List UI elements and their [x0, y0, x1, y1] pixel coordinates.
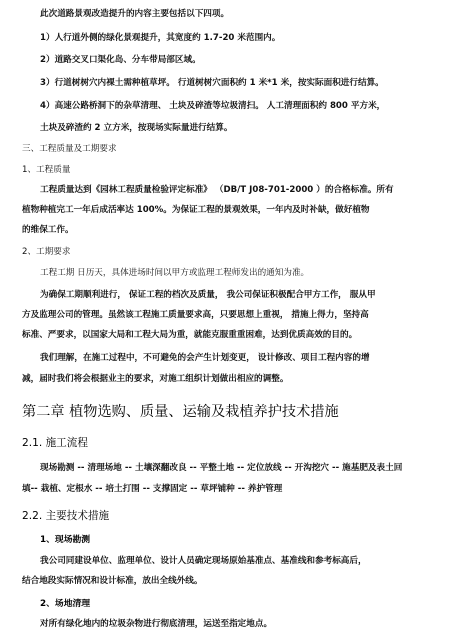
text-line: 对所有绿化地内的垃圾杂物进行彻底清理，运送至指定地点。 [40, 619, 273, 629]
subsection-heading: 1、现场勘测 [40, 535, 91, 545]
subsection-heading: 2、工期要求 [22, 247, 71, 257]
process-flow-line: 填-- 栽植、定根水 -- 培土打围 -- 支撑固定 -- 草坪铺种 -- 养护管理 [22, 484, 283, 494]
subsection-heading: 2、场地清理 [40, 599, 91, 609]
text-line: 植物种植完工一年后成活率达 100%。为保证工程的景观效果，一年内及时补缺，做好植物 [22, 205, 370, 215]
list-item: 4）高速公路桥洞下的杂草清理、 土块及碎渣等垃圾清扫。 人工清理面积约 800 平方米， [40, 101, 386, 111]
text-line: 方及监理公司的管理。虽然该工程施工质量要求高，只要思想上重视， 措施上得力，坚持高 [22, 310, 369, 320]
chapter-title: 第二章 植物选购、质量、运输及栽植养护技术措施 [22, 404, 339, 420]
text-line: 此次道路景观改造提升的内容主要包括以下四项。 [40, 9, 230, 19]
text-line: 我公司同建设单位、监理单位、设计人员确定现场原始基准点、基准线和参考标高后， [40, 556, 367, 566]
text-line: 我们理解，在施工过程中，不可避免的会产生计划变更， 设计修改、项目工程内容的增 [40, 353, 370, 363]
text-line: 标准、严要求，以国家大局和工程大局为重，就能克服重重困难，达到优质高效的目的。 [22, 330, 358, 340]
text-line: 结合地段实际情况和设计标准，放出全线外线。 [22, 576, 203, 586]
subsection-heading: 1、工程质量 [22, 165, 71, 175]
text-line: 为确保工期顺利进行， 保证工程的档次及质量， 我公司保证积极配合甲方工作， 服从甲 [40, 290, 376, 300]
text-line: 的维保工作。 [22, 225, 74, 235]
text-line: 工程工期 日历天，具体进场时间以甲方或监理工程师发出的通知为准。 [40, 268, 310, 278]
text-line: 土块及碎渣约 2 立方米，按现场实际量进行结算。 [40, 123, 233, 133]
list-item: 1）人行道外侧的绿化景观提升，其宽度约 1.7-20 米范围内。 [40, 33, 281, 43]
text-line: 工程质量达到《园林工程质量检验评定标准》 （DB/T J08-701-2000 ）的合格标准。所有 [40, 185, 394, 195]
section-title: 2.2. 主要技术措施 [22, 510, 110, 522]
process-flow-line: 现场勘测 -- 清理场地 -- 土壤深翻改良 -- 平整土地 -- 定位放线 -- 开沟挖穴 -- 施基肥及表土回 [40, 463, 403, 473]
section-title: 2.1. 施工流程 [22, 437, 88, 449]
list-item: 2）道路交叉口渠化岛、分车带局部区域。 [40, 55, 201, 65]
text-line: 减，届时我们将会根据业主的要求，对施工组织计划做出相应的调整。 [22, 374, 289, 384]
section-heading: 三、工程质量及工期要求 [22, 144, 117, 154]
list-item: 3）行道树树穴内裸土需种植草坪。 行道树树穴面积约 1 米*1 米，按实际面积进行结算。 [40, 78, 384, 88]
